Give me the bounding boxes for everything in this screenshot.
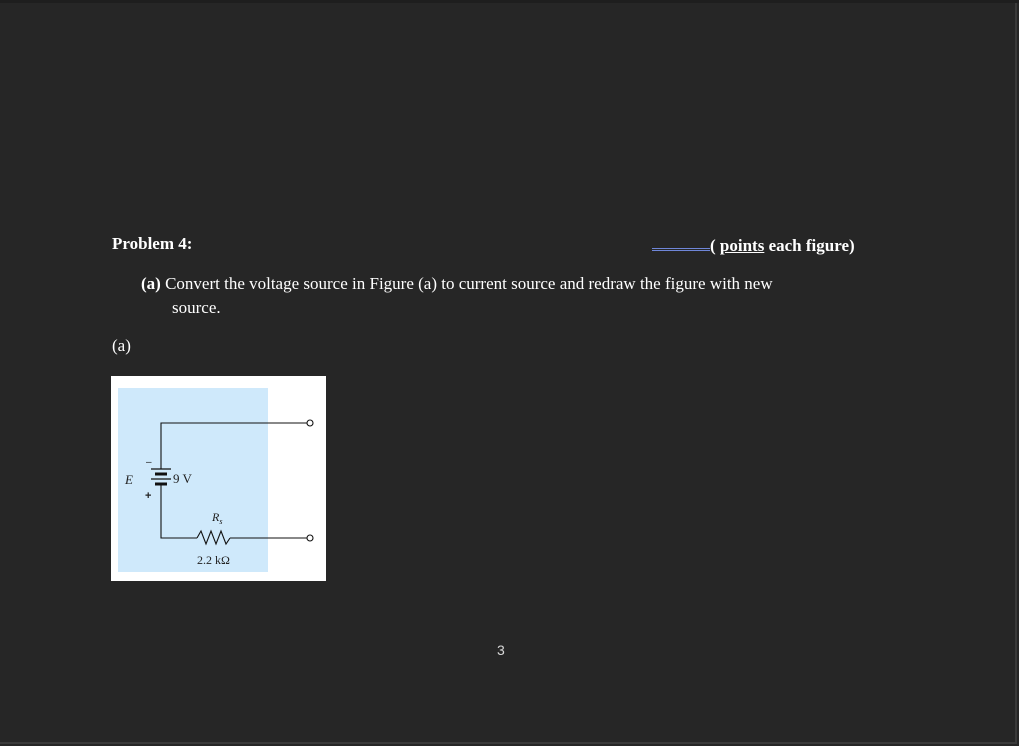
source-label: E — [125, 472, 133, 487]
page-number: 3 — [497, 642, 505, 658]
points-blank — [652, 234, 710, 251]
part-a-question — [141, 272, 901, 320]
circuit-diagram — [111, 376, 326, 581]
part-a-label: (a) — [141, 274, 161, 293]
figure-panel — [118, 388, 268, 572]
resistor-value: 2.2 kΩ — [197, 553, 230, 567]
part-a-text: Convert the voltage source in Figure (a) to current source and redraw the figure with new — [160, 274, 773, 293]
part-a-line-1 — [141, 272, 901, 296]
figure-label: (a) — [112, 336, 131, 355]
circuit-figure — [111, 376, 326, 581]
points-word: points — [719, 236, 765, 255]
source-value: 9 V — [173, 471, 192, 486]
problem-title: Problem 4: — [112, 234, 193, 253]
points-note — [652, 234, 855, 256]
minus-sign: – — [146, 457, 152, 468]
terminal-top — [307, 420, 313, 426]
resistor-label: $R_s$ — [212, 510, 223, 526]
part-a-line-2: source. — [172, 298, 221, 317]
page-bottom-edge — [0, 742, 1017, 744]
page-top-edge — [0, 0, 1019, 3]
points-open: ( — [710, 236, 720, 255]
terminal-bottom — [307, 535, 313, 541]
points-rest: each figure) — [764, 236, 855, 255]
page-right-edge — [1015, 3, 1017, 743]
plus-sign: + — [145, 490, 152, 502]
